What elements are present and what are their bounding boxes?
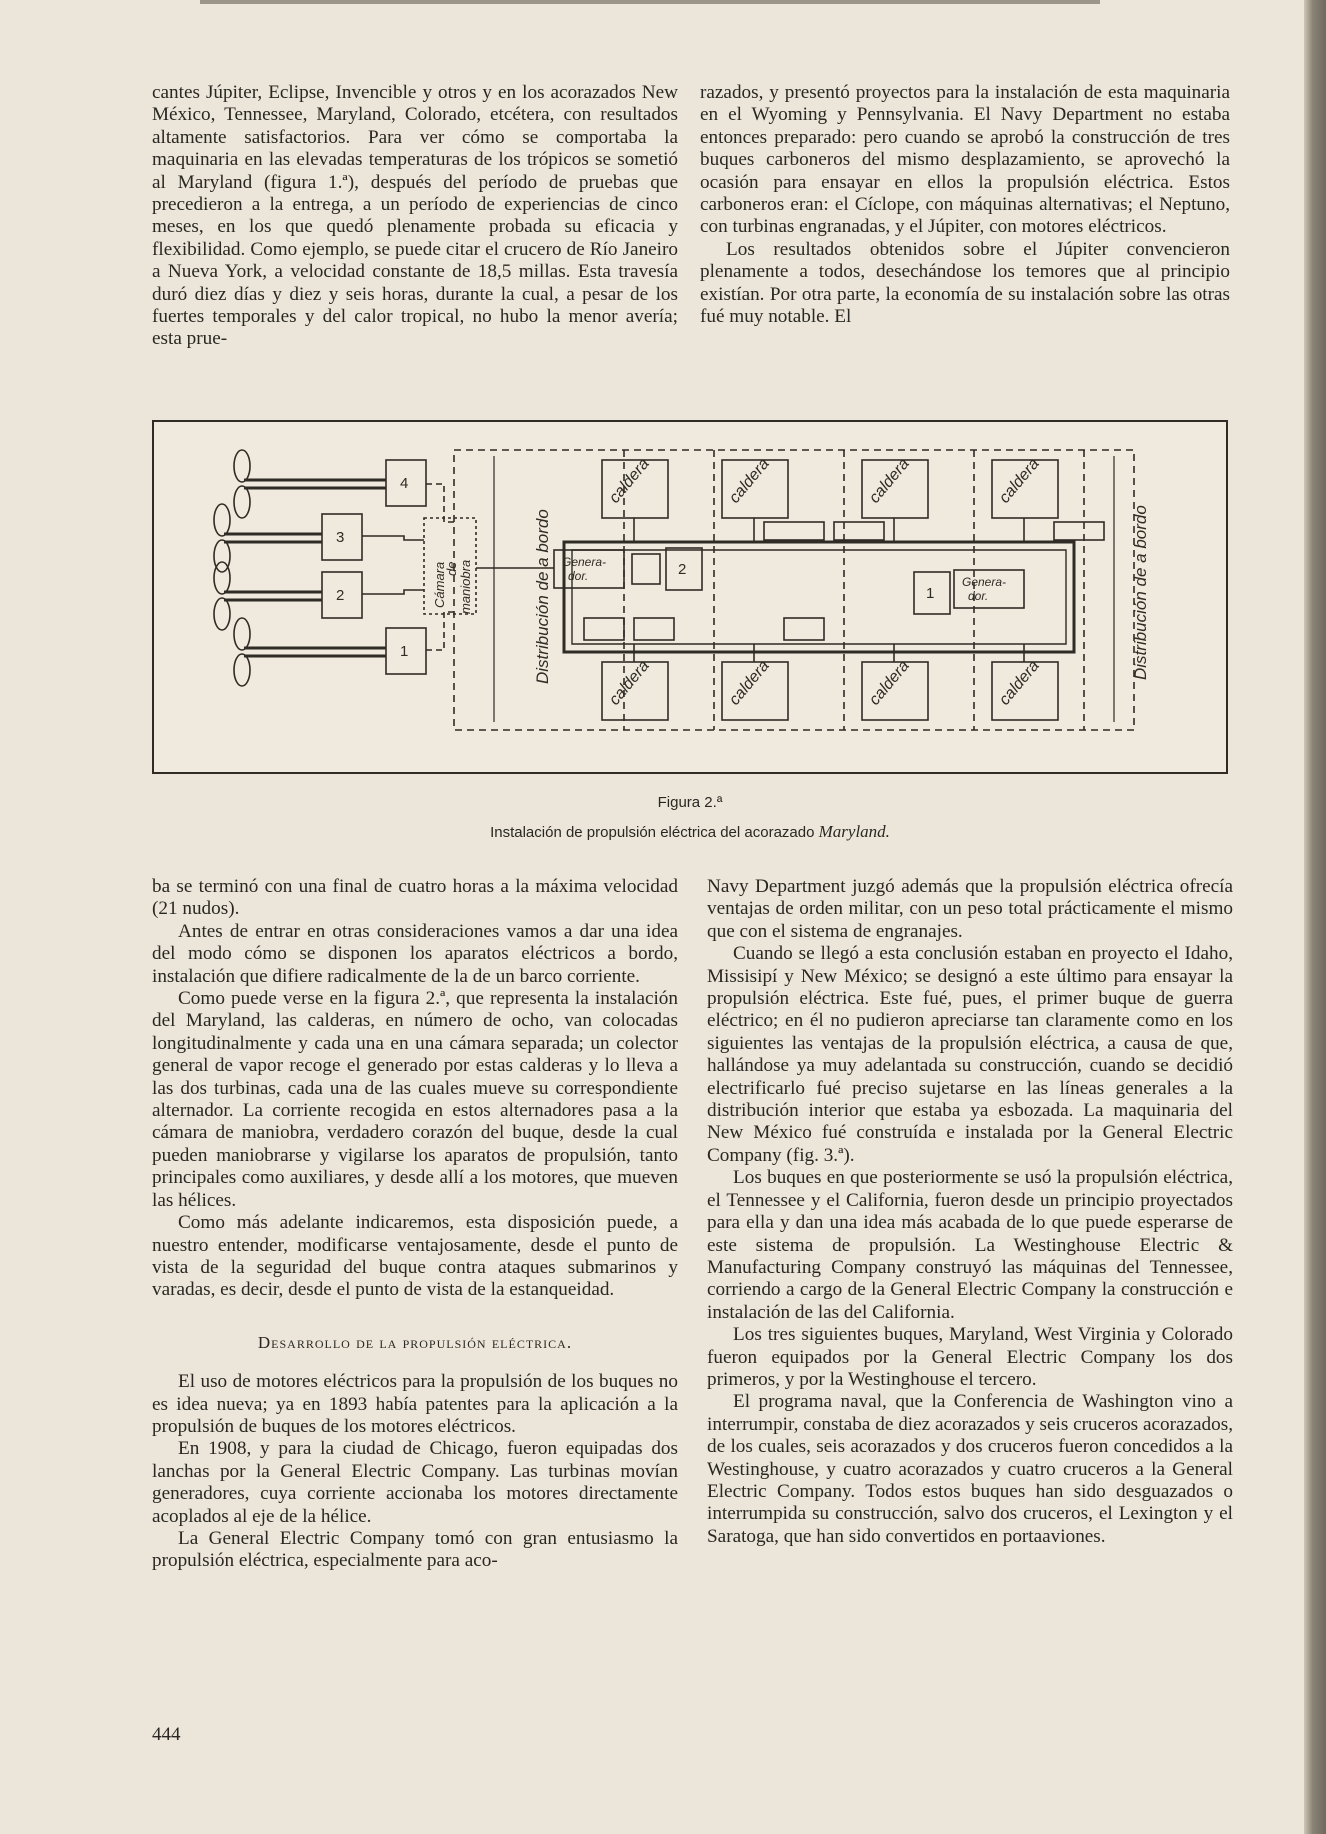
generator-label: dor. xyxy=(568,569,589,583)
motor-number: 4 xyxy=(400,475,409,492)
caption-text: Instalación de propulsión eléctrica del acorazado xyxy=(490,824,815,841)
generator-label: dor. xyxy=(968,589,989,603)
generator-label: Genera- xyxy=(962,575,1007,589)
paragraph: Cuando se llegó a esta conclusión estaban en proyecto el Idaho, Missisipí y New México; se designó a este último para ensayar la propulsión eléctrica. Este fué, pues, el primer buque de guerra eléctrico; en él no pudieron apreciarse tan claramente como en los siguientes las ventajas de la propulsión eléctrica, a causa de que, hallándose ya muy adelantada su construcción, cuando se decidió electrificarlo fué preciso sujetarse en las líneas generales a la distribución interior que estaba ya esbozada. La maquinaria del New México fué construída e instalada por la General Electric Company (fig. 3.ª). xyxy=(707,943,1233,1166)
control-room-label: de xyxy=(444,561,459,576)
figure-propulsion-diagram xyxy=(152,420,1228,774)
boiler-label: caldera xyxy=(726,455,773,507)
distribution-label: Distribución de a bordo xyxy=(533,509,552,684)
generator-label: Genera- xyxy=(562,555,607,569)
page-number: 444 xyxy=(152,1724,181,1745)
paragraph: Como más adelante indicaremos, esta disposición puede, a nuestro entender, modificarse ventajosamente, desde el punto de vista de la seguridad del buque contra ataques submarinos y varadas, es decir, desde el punto de vista de la estanqueidad. xyxy=(152,1212,678,1301)
boiler-label: caldera xyxy=(996,455,1043,507)
column-top-left xyxy=(152,82,678,351)
paragraph: Como puede verse en la figura 2.ª, que representa la instalación del Maryland, las calderas, en número de ocho, van colocadas longitudinalmente y cada una en una cámara separada; un colector general de vapor recoge el generado por estas calderas y lo lleva a las dos turbinas, cada una de las cuales mueve su correspondiente alternador. La corriente recogida en estos alternadores pasa a la cámara de maniobra, verdadero corazón del buque, desde la cual pueden maniobrarse y vigilarse los aparatos de propulsión, tanto principales como auxiliares, y desde allí a los motores, que mueven las hélices. xyxy=(152,988,678,1211)
distribution-label: Distribución de a bordo xyxy=(1131,505,1150,680)
boiler-label: caldera xyxy=(996,657,1043,709)
column-bottom-left xyxy=(152,876,678,1573)
caption-ship: Maryland. xyxy=(818,822,890,841)
paragraph: Los tres siguientes buques, Maryland, West Virginia y Colorado fueron equipados por la General Electric Company los dos primeros, y por la Westinghouse el tercero. xyxy=(707,1324,1233,1390)
motor-number: 2 xyxy=(336,587,345,604)
propulsion-schematic xyxy=(154,422,1226,772)
compartment-outline xyxy=(454,450,1134,730)
page-edge-shadow xyxy=(1304,0,1326,1834)
paragraph: cantes Júpiter, Eclipse, Invencible y otros y en los acorazados New México, Tennessee, Maryland, Colorado, etcétera, con resultados altamente satisfactorios. Para ver cómo se comportaba la maquinaria en las elevadas temperaturas de los trópicos se sometió al Maryland (figura 1.ª), después del período de pruebas que precedieron a la entrega, a un período de experiencias de cinco meses, en los que quedó plenamente probada su eficacia y flexibilidad. Como ejemplo, se puede citar el crucero de Río Janeiro a Nueva York, a velocidad constante de 18,5 millas. Esta travesía duró diez días y diez y seis horas, durante la cual, a pesar de los fuertes temporales y del calor tropical, no hubo la menor avería; esta prue- xyxy=(152,82,678,350)
paragraph: El programa naval, que la Conferencia de Washington vino a interrumpir, constaba de diez acorazados y seis cruceros acorazados, de los cuales, seis acorazados y dos cruceros fueron concedidos a la Westinghouse, y cuatro acorazados y cuatro cruceros a la General Electric Company. Todos estos buques han sido desguazados o interrumpida su construcción, salvo dos cruceros, el Lexington y el Saratoga, que han sido convertidos en portaaviones. xyxy=(707,1391,1233,1547)
paragraph: La General Electric Company tomó con gran entusiasmo la propulsión eléctrica, especialmente para aco- xyxy=(152,1527,678,1572)
boiler-label: caldera xyxy=(606,455,653,507)
boiler-label: caldera xyxy=(726,657,773,709)
paragraph: Navy Department juzgó además que la propulsión eléctrica ofrecía ventajas de orden militar, con un peso total prácticamente el mismo que con el sistema de engranajes. xyxy=(707,876,1233,942)
propeller xyxy=(234,618,250,686)
figure-caption xyxy=(152,822,1228,842)
paragraph: El uso de motores eléctricos para la propulsión de los buques no es idea nueva; ya en 1893 había patentes para la aplicación a la propulsión de buques de los motores eléctricos. xyxy=(152,1371,678,1437)
section-heading xyxy=(152,1332,678,1355)
motor-number: 1 xyxy=(400,643,409,660)
control-room-label: Cámara xyxy=(432,561,447,608)
propeller xyxy=(234,450,250,518)
motor-number: 3 xyxy=(336,529,345,546)
paragraph: ba se terminó con una final de cuatro horas a la máxima velocidad (21 nudos). xyxy=(152,876,678,920)
boiler-label: caldera xyxy=(606,657,653,709)
paragraph: En 1908, y para la ciudad de Chicago, fueron equipadas dos lanchas por la General Electric Company. Las turbinas movían generadores, cuya corriente accionaba los motores directamente acoplados al eje de la hélice. xyxy=(152,1438,678,1527)
turbine-number: 2 xyxy=(678,561,687,578)
boiler-label: caldera xyxy=(866,455,913,507)
paragraph: Antes de entrar en otras consideraciones vamos a dar una idea del modo cómo se disponen los aparatos eléctricos a bordo, instalación que difiere radicalmente de la de un barco corriente. xyxy=(152,920,678,987)
control-room-label: maniobra xyxy=(458,559,473,614)
column-bottom-right xyxy=(707,876,1233,1548)
boiler-label: caldera xyxy=(866,657,913,709)
column-top-right xyxy=(700,82,1230,328)
paragraph: Los resultados obtenidos sobre el Júpiter convencieron plenamente a todos, desechándose los temores que al principio existían. Por otra parte, la economía de su instalación sobre las otras fué muy notable. El xyxy=(700,238,1230,328)
section-heading-text: Desarrollo de la propulsión eléctrica. xyxy=(257,1332,573,1352)
paragraph: razados, y presentó proyectos para la instalación de esta maquinaria en el Wyoming y Pennsylvania. El Navy Department no estaba entonces preparado: pero cuando se aprobó la construcción de tres buques carboneros del mismo desplazamiento, se aprovechó la ocasión para ensayar en ellos la propulsión eléctrica. Estos carboneros eran: el Cíclope, con máquinas alternativas; el Neptuno, con turbinas engranadas, y el Júpiter, con motores eléctricos. xyxy=(700,82,1230,238)
paragraph: Los buques en que posteriormente se usó la propulsión eléctrica, el Tennessee y el California, fueron desde un principio proyectados para ella y dan una idea más acabada de lo que puede esperarse de este sistema de propulsión. La Westinghouse Electric & Manufacturing Company construyó las máquinas del Tennessee, corriendo a cargo de la General Electric Company la construcción e instalación de las del California. xyxy=(707,1167,1233,1323)
figure-number: Figura 2.ª xyxy=(657,794,723,811)
turbine-number: 1 xyxy=(926,585,935,602)
top-rule xyxy=(200,0,1100,4)
